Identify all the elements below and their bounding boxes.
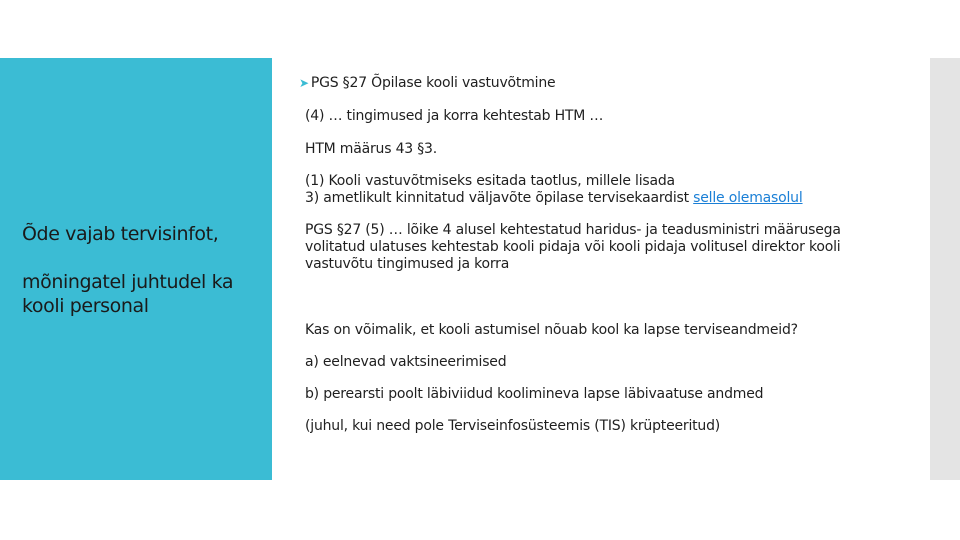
left-subheading: mõningatel juhtudel ka kooli personal xyxy=(22,271,234,317)
health-card-text: 3) ametlikult kinnitatud väljavõte õpilase tervisekaardist xyxy=(305,190,694,206)
line-pgs-27 xyxy=(299,75,555,92)
line-tis-note: (juhul, kui need pole Terviseinfosüsteemis (TIS) krüpteeritud) xyxy=(305,418,721,434)
health-card-link[interactable]: selle olemasolul xyxy=(693,190,803,206)
line-pgs-27-text: PGS §27 Õpilase kooli vastuvõtmine xyxy=(310,75,556,91)
right-gray-bar xyxy=(930,58,960,480)
bullet-icon: ➤ xyxy=(299,76,309,90)
line-option-a: a) eelnevad vaktsineerimised xyxy=(305,354,507,370)
line-option-b: b) perearsti poolt läbiviidud koolimineva lapse läbivaatuse andmed xyxy=(305,386,764,402)
line-paragraph-4: (4) … tingimused ja korra kehtestab HTM … xyxy=(305,108,604,124)
left-heading: Õde vajab tervisinfot, xyxy=(22,223,219,245)
line-question: Kas on võimalik, et kooli astumisel nõuab kool ka lapse terviseandmeid? xyxy=(305,322,798,338)
left-text-block xyxy=(22,222,267,318)
line-htm-maarus: HTM määrus 43 §3. xyxy=(305,141,437,157)
line-application: (1) Kooli vastuvõtmiseks esitada taotlus, millele lisada xyxy=(305,173,675,189)
line-health-card-extract xyxy=(305,190,803,207)
paragraph-pgs-27-5: PGS §27 (5) … lõike 4 alusel kehtestatud haridus- ja teadusministri määrusega volitatud ulatuses kehtestab kooli pidaja või kooli pidaja volitusel direktor kooli vastuvõtu tingimused ja korra xyxy=(305,222,841,272)
